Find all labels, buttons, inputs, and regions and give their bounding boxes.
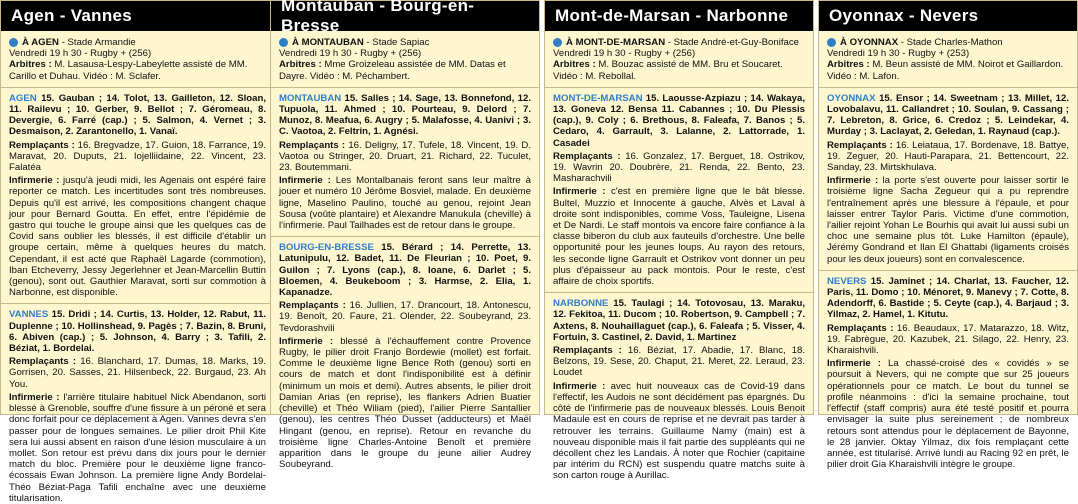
referees: M. Bouzac assisté de MM. Bru et Soucaret. Vidéo : M. Rebollal. — [553, 59, 783, 82]
divider — [545, 87, 813, 88]
location-dot-icon — [9, 38, 18, 47]
infirmary-label: Infirmerie : — [279, 175, 331, 187]
infirmary-label: Infirmerie : — [827, 358, 881, 370]
infirmary-label: Infirmerie : — [827, 175, 879, 187]
match-column — [270, 0, 540, 471]
match-title: Oyonnax - Nevers — [829, 6, 979, 25]
team-lineup: 15. Jaminet ; 14. Charlat, 13. Faucher, 12. Paris, 11. Domo ; 10. Ménoret, 9. Manevy ; 7. Cotte, 8. Adendorff, 6. Bastide ; 5. Ceyte (cap.), 4. Barjaud ; 3. Yilmaz, 2. Hamel, 1. Kitutu. — [827, 275, 1069, 321]
team-block — [827, 93, 1069, 265]
infirmary-label: Infirmerie : — [553, 380, 606, 392]
match-title: Montauban - Bourg-en-Bresse — [281, 0, 475, 35]
divider — [819, 270, 1077, 271]
match-title: Agen - Vannes — [11, 6, 133, 25]
team-name: AGEN — [9, 92, 37, 104]
subs: 16. Beaudaux, 17. Matarazzo, 18. Witz, 19. Fabrègue, 20. Kazubek, 21. Silago, 22. Henry, 23. Kharaishvili. — [827, 322, 1070, 357]
divider — [819, 87, 1077, 88]
subs-label: Remplaçants : — [553, 150, 621, 162]
subs-label: Remplaçants : — [9, 139, 75, 151]
referees: M. Lasausa-Lespy-Labeylette assisté de MM. Carillo et Duhau. Vidéo : M. Sclafer. — [9, 59, 248, 82]
subs: 16. Bregvadze, 17. Guion, 18. Farrance, 19. Maravat, 20. Duputs, 21. Iojelliidaine, 22. Vincent, 23. Falatéa — [9, 139, 266, 174]
team-name: MONT-DE-MARSAN — [553, 92, 643, 104]
venue-city: À OYONNAX — [840, 37, 899, 48]
match-title-bar — [1, 1, 274, 31]
match-column — [818, 0, 1078, 471]
team-name: BOURG-EN-BRESSE — [279, 242, 374, 254]
venue-schedule: Vendredi 19 h 30 - Rugby + (256) — [553, 48, 696, 60]
venue-stadium: Stade Sapiac — [372, 37, 430, 48]
subs-label: Remplaçants : — [279, 139, 346, 151]
subs-label: Remplaçants : — [9, 356, 77, 368]
divider — [1, 87, 274, 88]
venue-block: À OYONNAX - Stade Charles-Mathon Vendredi 19 h 30 - Rugby + (253) Arbitres : M. Beun assisté de MM. Noirot et Gaillardon. Vidéo : M. Lafon. — [827, 37, 1069, 82]
team-name: MONTAUBAN — [279, 92, 342, 104]
subs: 16. Leiataua, 17. Bordenave, 18. Battye, 19. Zeguer, 20. Hauti-Parapara, 21. Bettencourt, 22. Sanday, 23. Mirtskhulava. — [827, 139, 1070, 174]
referee-label: Arbitres : — [9, 59, 52, 71]
venue-city: À MONTAUBAN — [292, 37, 364, 48]
infirmary-label: Infirmerie : — [279, 335, 334, 347]
match-title-bar — [819, 1, 1077, 31]
location-dot-icon — [279, 38, 288, 47]
infirmary-text: La chassé-croisé des « covidés » se poursuit à Nevers, qui ne compte que sur 25 joueurs opérationnels pour ce match. Le bout du tunnel se profile néanmoins : d'ici la semaine prochaine, tout l'effectif (staff compris) aura été testé positif et pourra envisager la suite plus sereinement ; de nombreux retours sont attendus pour le déplacement de Bayonne, le 28 janvier. Oktay Yilmaz, dix fois remplaçant cette année, est titularisé. Arrivé lundi au Racing 92 en prêt, le pilier droit Gia Kharaishvili intègre le groupe. — [827, 358, 1069, 471]
team-lineup: 15. Taulagi ; 14. Totovosau, 13. Maraku, 12. Fekitoa, 11. Ducom ; 10. Robertson, 9. Campbell ; 7. Axtens, 8. Nouhaillaguet (cap.), 6. Faleafa ; 5. Visser, 4. Fortuin, 3. Castinel, 2. David, 1. Martinez — [553, 298, 805, 343]
venue-stadium: Stade André-et-Guy-Boniface — [673, 37, 799, 48]
subs: 16. Gonzalez, 17. Berguet, 18. Ostrikov, 19. Wavrin 20. Doubrère, 21. Renda, 22. Bento, 23. Masharachvili — [553, 150, 806, 185]
team-block — [9, 309, 266, 503]
infirmary-text: c'est en première ligne que le bât blesse. Bultel, Muzzio et Innocente à gauche, Alvès et Laval à droite sont indisponibles, comme Voss, Tauleigne, Lisena et De Nardi. Le staff montois va encore faire confiance à la classe biberon du club aux fauteuils d'orchestre. Une belle opportunité pour les jeunes loups. Au rayon des retours, les seconde ligne Garrault et Ostrikov vont donner un peu plus d'épaisseur au pack montois. Pour le reste, c'est affaire de choix sportifs. — [553, 186, 805, 288]
match-title: Mont-de-Marsan - Narbonne — [555, 6, 789, 25]
infirmary-text: Les Montalbanais feront sans leur maître à jouer et numéro 10 Jérôme Bosviel, malade. En deuxième ligne, Maselino Paulino, touché au genou, rejoint Jean Sousa (voûte plantaire) et Alexandre Manukula (cheville) à l'infirmerie. Paul Tailhades est de retour dans le groupe. — [279, 175, 531, 232]
team-name: OYONNAX — [827, 92, 876, 104]
subs: 16. Béziat, 17. Abadie, 17. Blanc, 18. Belzons, 19. Sese, 20. Chaput, 21. Meret, 22. Leraud, 23. Loudet — [553, 345, 806, 379]
team-lineup: 15. Laousse-Azpiazu ; 14. Wakaya, 13. Goneva 12. Bensa 11. Cabannes ; 10. Du Plessis (cap.), 9. Coly ; 6. Brethous, 8. Faleafa, 7. Banos ; 5. Cedaro, 4. Garrault, 3. Lalanne, 2. Lattorrade, 1. Casadei — [553, 92, 805, 149]
venue-stadium: Stade Charles-Mathon — [906, 37, 1003, 48]
subs: 16. Deligny, 17. Tufele, 18. Vincent, 19. D. Vaotoa ou Stringer, 20. Druart, 21. Richard, 22. Tuculet, 23. Boutemmani. — [279, 139, 531, 174]
referee-label: Arbitres : — [553, 59, 596, 71]
venue-block: À MONT-DE-MARSAN - Stade André-et-Guy-Boniface Vendredi 19 h 30 - Rugby + (256) Arbitres : M. Bouzac assisté de MM. Bru et Soucaret. Vidéo : M. Rebollal. — [553, 37, 805, 82]
subs-label: Remplaçants : — [827, 139, 893, 151]
team-name: VANNES — [9, 309, 49, 321]
subs-label: Remplaçants : — [827, 322, 894, 334]
team-block — [279, 93, 531, 231]
team-lineup: 15. Salles ; 14. Sage, 13. Bonnefond, 12. Tupuola, 11. Ahmed ; 10. Pourteau, 9. Delord ; 7. Munoz, 8. Meafua, 6. Augry ; 5. Malafosse, 4. Uanivi ; 3. C. Vaotoa, 2. Feltrin, 1. Agnési. — [279, 92, 531, 138]
team-block — [553, 93, 805, 287]
referee-label: Arbitres : — [827, 59, 870, 71]
team-lineup: 15. Ensor ; 14. Sweetnam ; 13. Millet, 12. Lovobalavu, 11. Callandret ; 10. Soulan, 9. Cassang ; 7. Lebreton, 8. Grice, 6. Credoz ; 5. Leindekar, 4. Murday ; 3. Laclayat, 2. Geledan, 1. Raynaud (cap.). — [827, 92, 1069, 138]
infirmary-label: Infirmerie : — [553, 186, 606, 198]
team-block — [9, 93, 266, 299]
venue-city: À MONT-DE-MARSAN — [566, 37, 666, 48]
subs: 16. Jullien, 17. Drancourt, 18. Antonescu, 19. Benoît, 20. Faure, 21. Olender, 22. Soubeyrand, 23. Tevdorashvili — [279, 300, 532, 334]
infirmary-label: Infirmerie : — [9, 175, 60, 187]
venue-city: À AGEN — [22, 37, 59, 48]
infirmary-text: avec huit nouveaux cas de Covid-19 dans l'effectif, les Audois ne sont décidément pas épargnés. Du côté de l'infirmerie pas de nouveaux blessés. Louis Benoit Madaule est en cours de reprise et ne devrait pas tarder à retrouver les terrains. Guillaume Namy (main) est à nouveau disponible mais il fait partie des suppléants qui ne décollent chez les Landais. À noter que Rochier (capitaine par intérim du RCN) est suspendu quatre matchs suite à son carton rouge à Aurillac. — [553, 380, 805, 482]
location-dot-icon — [553, 38, 562, 47]
referee-label: Arbitres : — [279, 59, 322, 71]
infirmary-text: jusqu'à jeudi midi, les Agenais ont espéré faire reporter ce match. Les incertitudes sont très nombreuses. Depuis qu'il est arrivé, les compositions changent chaque jour pour Bernard Goutta. En effet, entre l'épidémie de gastro qui touche le groupe ainsi que les quelques cas de Covid sans oublier les blessés, il est difficile d'établir un groupe certain, même à quelques heures du match. Cependant, il est acté que Raphaël Lagarde (commotion), Iban Etcheverry, Jessy Jegerlehner et Jean-Marcellin Buttin (genou), sont out. Gauthier Maravat, sorti sur commotion à Narbonne, est disponible. — [9, 175, 266, 299]
divider — [545, 292, 813, 293]
subs-label: Remplaçants : — [279, 300, 346, 312]
match-title-bar — [545, 1, 813, 31]
infirmary-text: la porte s'est ouverte pour laisser sortir le troisième ligne Sacha Zegueur qui a pu reprendre l'entraînement après une blessure à l'épaule, et pour laisser entrer Taylor Paris. Victime d'une commotion, l'ailier rejoint Yohan Le Bourhis qui avait lui aussi subi un choc une semaine plus tôt. Luke Hamilton (épaule), Jérémy Gondrand et Ilan El Ghattabi (ligaments croisés pour les deux joueurs) sont en convalescence. — [827, 175, 1069, 265]
infirmary-text: blessé à l'échauffement contre Provence Rugby, le pilier droit Franjo Bordewie (mollet) est forfait. Comme le deuxième ligne Bence Roth (genou) sorti en cours de match et dont l'indisponibilité est à définir (minimum un mois et demi). Autres absents, le pilier droit Damian Arias (en reprise), les flankers Adrien Buatier (cheville) et Théo Wiliam (pied), l'ailier Pierre Santallier (genou), les centres Théo Dusset (adducteurs) et Maël Hingant (genou, en reprise). Retour en revanche du troisième ligne Charles-Antoine Benoît et première apparition dans le groupe du jeune ailier Audrey Soubeyrand. — [279, 335, 531, 471]
team-name: NEVERS — [827, 275, 867, 287]
venue-schedule: Vendredi 19 h 30 - Rugby + (256) — [9, 48, 152, 60]
team-lineup: 15. Gauban ; 14. Tolot, 13. Gailleton, 12. Sloan, 11. Railevu ; 10. Gerber, 9. Bellot ; 7. Géromeau, 8. Devergie, 6. Farré (cap.) ; 5. Salmon, 4. Vernet ; 3. Desmaison, 2. Zarantonello, 1. Vanaï. — [9, 92, 266, 138]
match-column — [0, 0, 275, 504]
subs: 16. Blanchard, 17. Dumas, 18. Marks, 19. Gorrisen, 20. Sasses, 21. Hilsenbeck, 22. Burgaud, 23. Ah You. — [9, 356, 267, 390]
infirmary-label: Infirmerie : — [9, 391, 60, 403]
venue-stadium: Stade Armandie — [67, 37, 136, 48]
venue-schedule: Vendredi 19 h 30 - Rugby + (253) — [827, 48, 970, 60]
subs-label: Remplaçants : — [553, 345, 622, 357]
team-block — [553, 298, 805, 481]
team-block — [827, 276, 1069, 470]
match-title-bar — [271, 0, 539, 35]
divider — [271, 236, 539, 237]
divider — [1, 303, 274, 304]
venue-block: À AGEN - Stade Armandie Vendredi 19 h 30 - Rugby + (256) Arbitres : M. Lasausa-Lespy-Labeylette assisté de MM. Carillo et Duhau. Vidéo : M. Sclafer. — [9, 37, 266, 82]
referees: M. Beun assisté de MM. Noirot et Gaillardon. Vidéo : M. Lafon. — [827, 59, 1064, 82]
venue-block: À MONTAUBAN - Stade Sapiac Vendredi 19 h 30 - Rugby + (256) Arbitres : Mme Groizeleau assistée de MM. Datas et Dayre. Vidéo : M. Péchambert. — [279, 37, 531, 82]
referees: Mme Groizeleau assistée de MM. Datas et Dayre. Vidéo : M. Péchambert. — [279, 59, 506, 82]
team-lineup: 15. Bérard ; 14. Perrette, 13. Latunipulu, 12. Badet, 11. De Fleurian ; 10. Poet, 9. Guilon ; 7. Lyons (cap.), 8. Ioane, 6. Darlet ; 5. Bloemen, 4. Beukeboom ; 3. Harmse, 2. Elia, 1. Kapanadze. — [279, 242, 531, 299]
match-column — [544, 0, 814, 482]
team-block — [279, 242, 531, 470]
location-dot-icon — [827, 38, 836, 47]
venue-schedule: Vendredi 19 h 30 - Rugby + (256) — [279, 48, 422, 60]
infirmary-text: l'arrière titulaire habituel Nick Abendanon, sorti blessé à Grenoble, souffre d'une fissure à un péroné et sera donc forfait pour ce déplacement à Agen. Vannes devra s'en passer pour de longues semaines. Le pilier droit Phil Kite sera lui aussi absent en raison d'une lésion musculaire à un mollet. Son retour est prévu dans dix jours pour le dernier match du bloc. Première pour le deuxième ligne franco-écossais Ewan Johnson. La première ligne Andy Bordelai-Théo Béziat-Paga Tafili enchaîne avec une deuxième titularisation. — [9, 391, 266, 504]
divider — [271, 87, 539, 88]
team-lineup: 15. Dridi ; 14. Curtis, 13. Holder, 12. Rabut, 11. Duplenne ; 10. Hollinshead, 9. Pagès ; 7. Bazin, 8. Bruni, 6. Abiven (cap.) ; 5. Johnson, 4. Barry ; 3. Tafili, 2. Béziat, 1. Bordelai. — [9, 309, 267, 355]
team-name: NARBONNE — [553, 298, 609, 310]
